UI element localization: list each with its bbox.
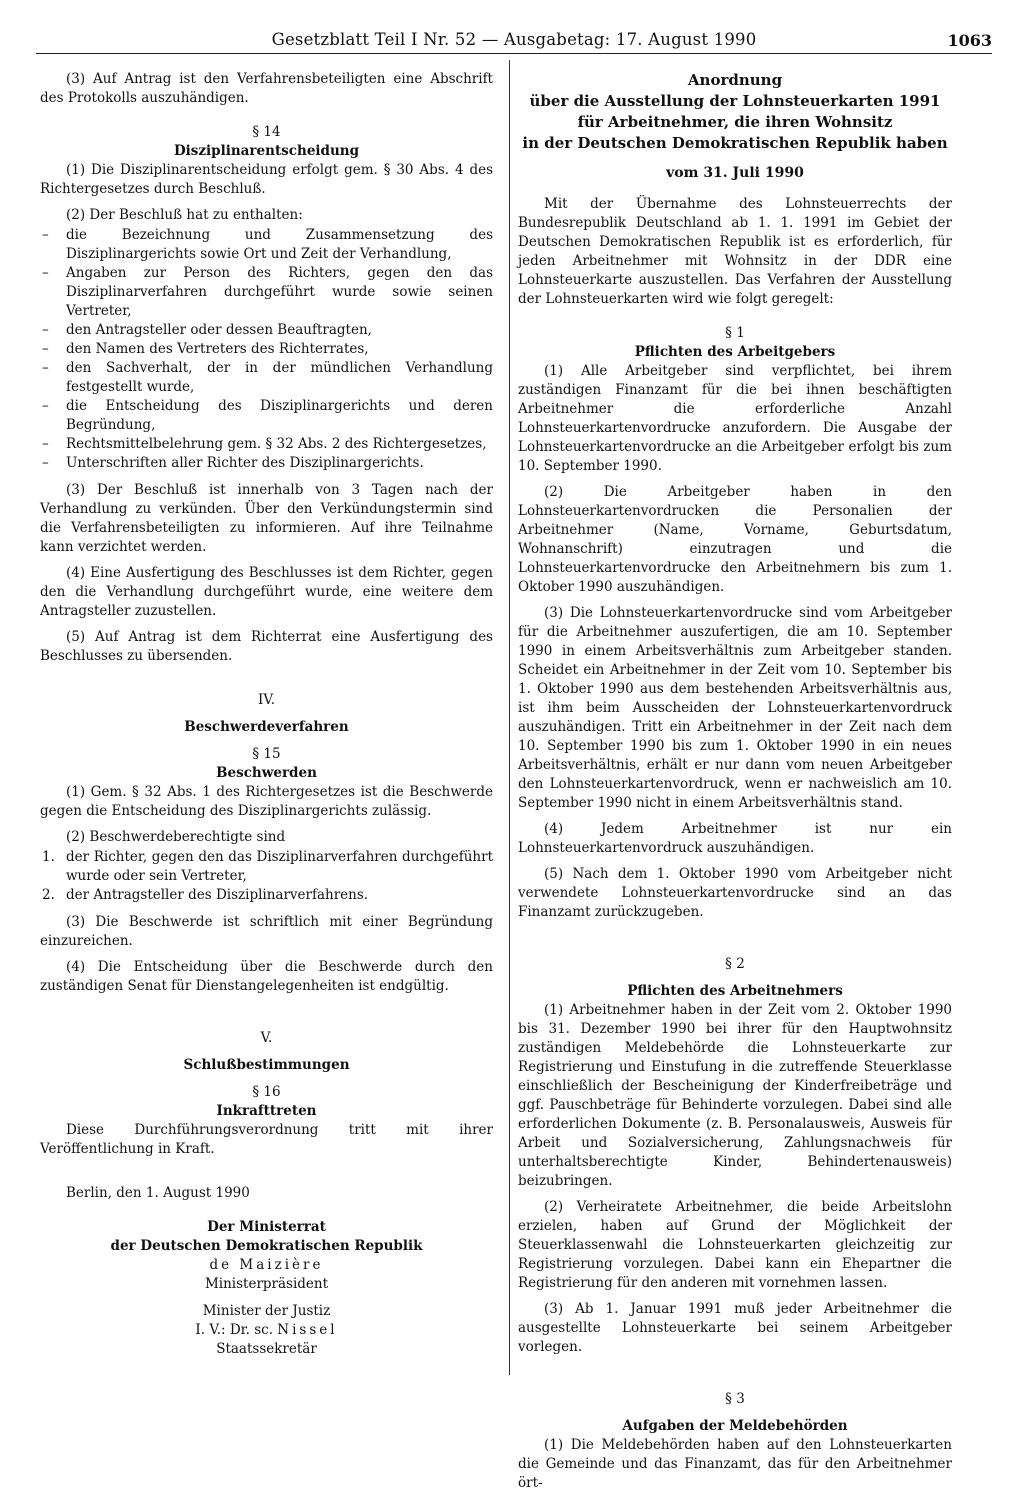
paragraph: (2) Die Arbeitgeber haben in den Lohnsteuerkartenvordrucken die Personalien der Arbeitnehmer (Name, Vorname, Geburtsdatum, Wohnanschrift) einzutragen und die Lohnsteuerkartenvordrucke den Arbeitnehmern bis zum 1. Oktober 1990 auszuhändigen. (518, 484, 952, 595)
title-line: über die Ausstellung der Lohnsteuerkarten 1991 (529, 92, 941, 110)
signature-block (40, 1218, 493, 1359)
list-number: 2. (42, 887, 55, 903)
section-heading: Inkrafttreten (216, 1103, 317, 1119)
part-heading: Beschwerdeverfahren (184, 719, 349, 735)
section-number: § 2 (725, 956, 745, 972)
paragraph: (5) Auf Antrag ist dem Richterrat eine Ausfertigung des Beschlusses zu übersenden. (40, 629, 493, 664)
section-number: § 14 (252, 124, 281, 140)
paragraph: (3) Die Lohnsteuerkartenvordrucke sind vom Arbeitgeber für die Arbeitnehmer auszufertigen, die am 10. September 1990 in einem Arbeitsverhältnis zum Arbeitgeber standen. Scheidet ein Arbeitnehmer in der Zeit vom 10. September bis 1. Oktober 1990 aus dem bestehenden Arbeitsverhältnis aus, ist ihm beim Ausscheiden der Lohnsteuerkartenvordruck auszuhändigen. Tritt ein Arbeitnehmer in der Zeit nach dem 10. September 1990 bis zum 1. Oktober 1990 in ein neues Arbeitsverhältnis, erhält er nur dann vom neuen Arbeitgeber den Lohnsteuerkartenvordruck, wenn er nachweislich am 10. September 1990 nicht in einem Arbeitsverhältnis stand. (518, 605, 952, 811)
signatory-role: Staatssekretär (216, 1341, 317, 1357)
gazette-title: Gesetzblatt Teil I Nr. 52 — Ausgabetag: 17. August 1990 (271, 30, 757, 49)
decree-date: vom 31. Juli 1990 (666, 165, 804, 181)
dash-list (40, 226, 493, 473)
section-heading: Pflichten des Arbeitgebers (634, 344, 836, 360)
part-number: V. (260, 1030, 273, 1046)
paragraph: Mit der Übernahme des Lohnsteuerrechts der Bundesrepublik Deutschland ab 1. 1. 1991 im Gebiet der Deutschen Demokratischen Republik ist es erforderlich, für jeden Arbeitnehmer mit Wohnsitz in der DDR eine Lohnsteuerkarte auszustellen. Das Verfahren der Ausstellung der Lohnsteuerkarten wird wie folgt geregelt: (518, 196, 952, 307)
section-heading: Pflichten des Arbeitnehmers (627, 983, 843, 999)
signatory-prefix: I. V.: Dr. sc. (195, 1322, 273, 1338)
list-item: – die Entscheidung des Disziplinargerichts und deren Begründung, (40, 397, 493, 435)
signatory-role: Minister der Justiz (202, 1303, 331, 1319)
list-item: – den Antragsteller oder dessen Beauftragten, (40, 321, 493, 340)
list-item-text: der Antragsteller des Disziplinarverfahrens. (66, 887, 369, 903)
list-item (40, 848, 493, 886)
list-item: – die Bezeichnung und Zusammensetzung des Disziplinargerichts sowie Ort und Zeit der Verhandlung, (40, 226, 493, 264)
signatory-role: Ministerpräsident (204, 1276, 329, 1292)
place-date: Berlin, den 1. August 1990 (66, 1185, 250, 1201)
paragraph: (1) Gem. § 32 Abs. 1 des Richtergesetzes ist die Beschwerde gegen die Entscheidung des Disziplinargerichts zulässig. (40, 784, 493, 819)
paragraph: (1) Arbeitnehmer haben in der Zeit vom 2. Oktober 1990 bis 31. Dezember 1990 bei ihrer für den Hauptwohnsitz zuständigen Meldebehörde die Lohnsteuerkarte zur Registrierung und Einstufung in die zutreffende Steuerklasse einschließlich der Bescheinigung der Kinderfreibeträge und ggf. Pauschbeträge für Behinderte vorzulegen. Dabei sind alle erforderlichen Dokumente (z. B. Personalausweis, Ausweis für Arbeit und Sozialversicherung, Zahlungsnachweis für unterhaltsberechtigte Kinder, Behindertenausweis) beizubringen. (518, 1002, 952, 1189)
section-heading: Aufgaben der Meldebehörden (622, 1418, 848, 1434)
paragraph: (2) Beschwerdeberechtigte sind (66, 829, 286, 845)
page-header (36, 30, 992, 54)
list-item (40, 886, 493, 905)
section-number: § 16 (252, 1084, 281, 1100)
paragraph: (3) Auf Antrag ist den Verfahrensbeteiligten eine Abschrift des Protokolls auszuhändigen. (40, 71, 493, 106)
signatory-name: Nissel (277, 1322, 338, 1338)
section-number: § 1 (725, 325, 745, 341)
signature-org: der Deutschen Demokratischen Republik (110, 1238, 423, 1254)
paragraph: (1) Alle Arbeitgeber sind verpflichtet, bei ihrem zuständigen Finanzamt für die bei ihnen beschäftigten Arbeitnehmer die erforderliche Anzahl Lohnsteuerkartenvordrucke anzufordern. Die Ausgabe der Lohnsteuerkartenvordrucke an die Arbeitgeber erfolgt bis zum 10. September 1990. (518, 363, 952, 474)
title-line: für Arbeitnehmer, die ihren Wohnsitz (577, 113, 893, 131)
paragraph: (1) Die Meldebehörden haben auf den Lohnsteuerkarten die Gemeinde und das Finanzamt, das für den Arbeitnehmer ört- (518, 1437, 952, 1491)
list-number: 1. (42, 849, 55, 865)
list-item: – Unterschriften aller Richter des Disziplinargerichts. (40, 454, 493, 473)
list-item-text: der Richter, gegen den das Disziplinarverfahren durchgeführt wurde oder sein Vertreter, (66, 849, 493, 884)
paragraph: (3) Der Beschluß ist innerhalb von 3 Tagen nach der Verhandlung zu verkünden. Über den Verkündungstermin sind die Verfahrensbeteiligten zu informieren. Auf ihre Teilnahme kann verzichtet werden. (40, 482, 493, 555)
part-heading: Schlußbestimmungen (183, 1057, 350, 1073)
right-column (518, 70, 952, 1500)
section-heading: Beschwerden (216, 765, 317, 781)
signatory-name: de Maizière (209, 1257, 324, 1273)
signature-org: Der Ministerrat (207, 1219, 326, 1235)
section-number: § 15 (252, 746, 281, 762)
left-column (40, 70, 493, 1359)
signatory-line (40, 1321, 493, 1340)
paragraph: (4) Die Entscheidung über die Beschwerde durch den zuständigen Senat für Dienstangelegenheiten ist endgültig. (40, 959, 493, 994)
paragraph: (3) Die Beschwerde ist schriftlich mit einer Begründung einzureichen. (40, 914, 493, 949)
paragraph: (2) Verheiratete Arbeitnehmer, die beide Arbeitslohn erzielen, haben auf Grund der Möglichkeit der Steuerklassenwahl die Lohnsteuerkarten gleichzeitig zur Registrierung vorzulegen. Dabei kann ein Ehepartner die Registrierung für den anderen mit vornehmen lassen. (518, 1199, 952, 1291)
paragraph: (4) Eine Ausfertigung des Beschlusses ist dem Richter, gegen den die Verhandlung durchgeführt wurde, eine weitere dem Antragsteller zuzustellen. (40, 565, 493, 619)
list-item: – Angaben zur Person des Richters, gegen den das Disziplinarverfahren durchgeführt wurde sowie seinen Vertreter, (40, 264, 493, 321)
list-item: – Rechtsmittelbelehrung gem. § 32 Abs. 2 des Richtergesetzes, (40, 435, 493, 454)
column-divider (509, 60, 510, 1375)
part-number: IV. (257, 692, 275, 708)
numbered-list (40, 848, 493, 905)
section-heading: Disziplinarentscheidung (173, 143, 360, 159)
header-rule (36, 53, 992, 54)
paragraph: (4) Jedem Arbeitnehmer ist nur ein Lohnsteuerkartenvordruck auszuhändigen. (518, 821, 952, 856)
paragraph: (3) Ab 1. Januar 1991 muß jeder Arbeitnehmer die ausgestellte Lohnsteuerkarte bei seinem Arbeitgeber vorlegen. (518, 1301, 952, 1355)
list-item: – den Namen des Vertreters des Richterrates, (40, 340, 493, 359)
paragraph: (5) Nach dem 1. Oktober 1990 vom Arbeitgeber nicht verwendete Lohnsteuerkartenvordrucke sind an das Finanzamt zurückzugeben. (518, 866, 952, 920)
section-number: § 3 (725, 1391, 745, 1407)
paragraph: Diese Durchführungsverordnung tritt mit ihrer Veröffentlichung in Kraft. (40, 1122, 493, 1157)
title-line: in der Deutschen Demokratischen Republik haben (522, 134, 948, 152)
page-number: 1063 (947, 31, 992, 50)
paragraph: (1) Die Disziplinarentscheidung erfolgt gem. § 30 Abs. 4 des Richtergesetzes durch Beschluß. (40, 162, 493, 197)
decree-title (518, 70, 952, 154)
title-line: Anordnung (687, 71, 783, 89)
paragraph: (2) Der Beschluß hat zu enthalten: (66, 207, 303, 223)
list-item: – den Sachverhalt, der in der mündlichen Verhandlung festgestellt wurde, (40, 359, 493, 397)
